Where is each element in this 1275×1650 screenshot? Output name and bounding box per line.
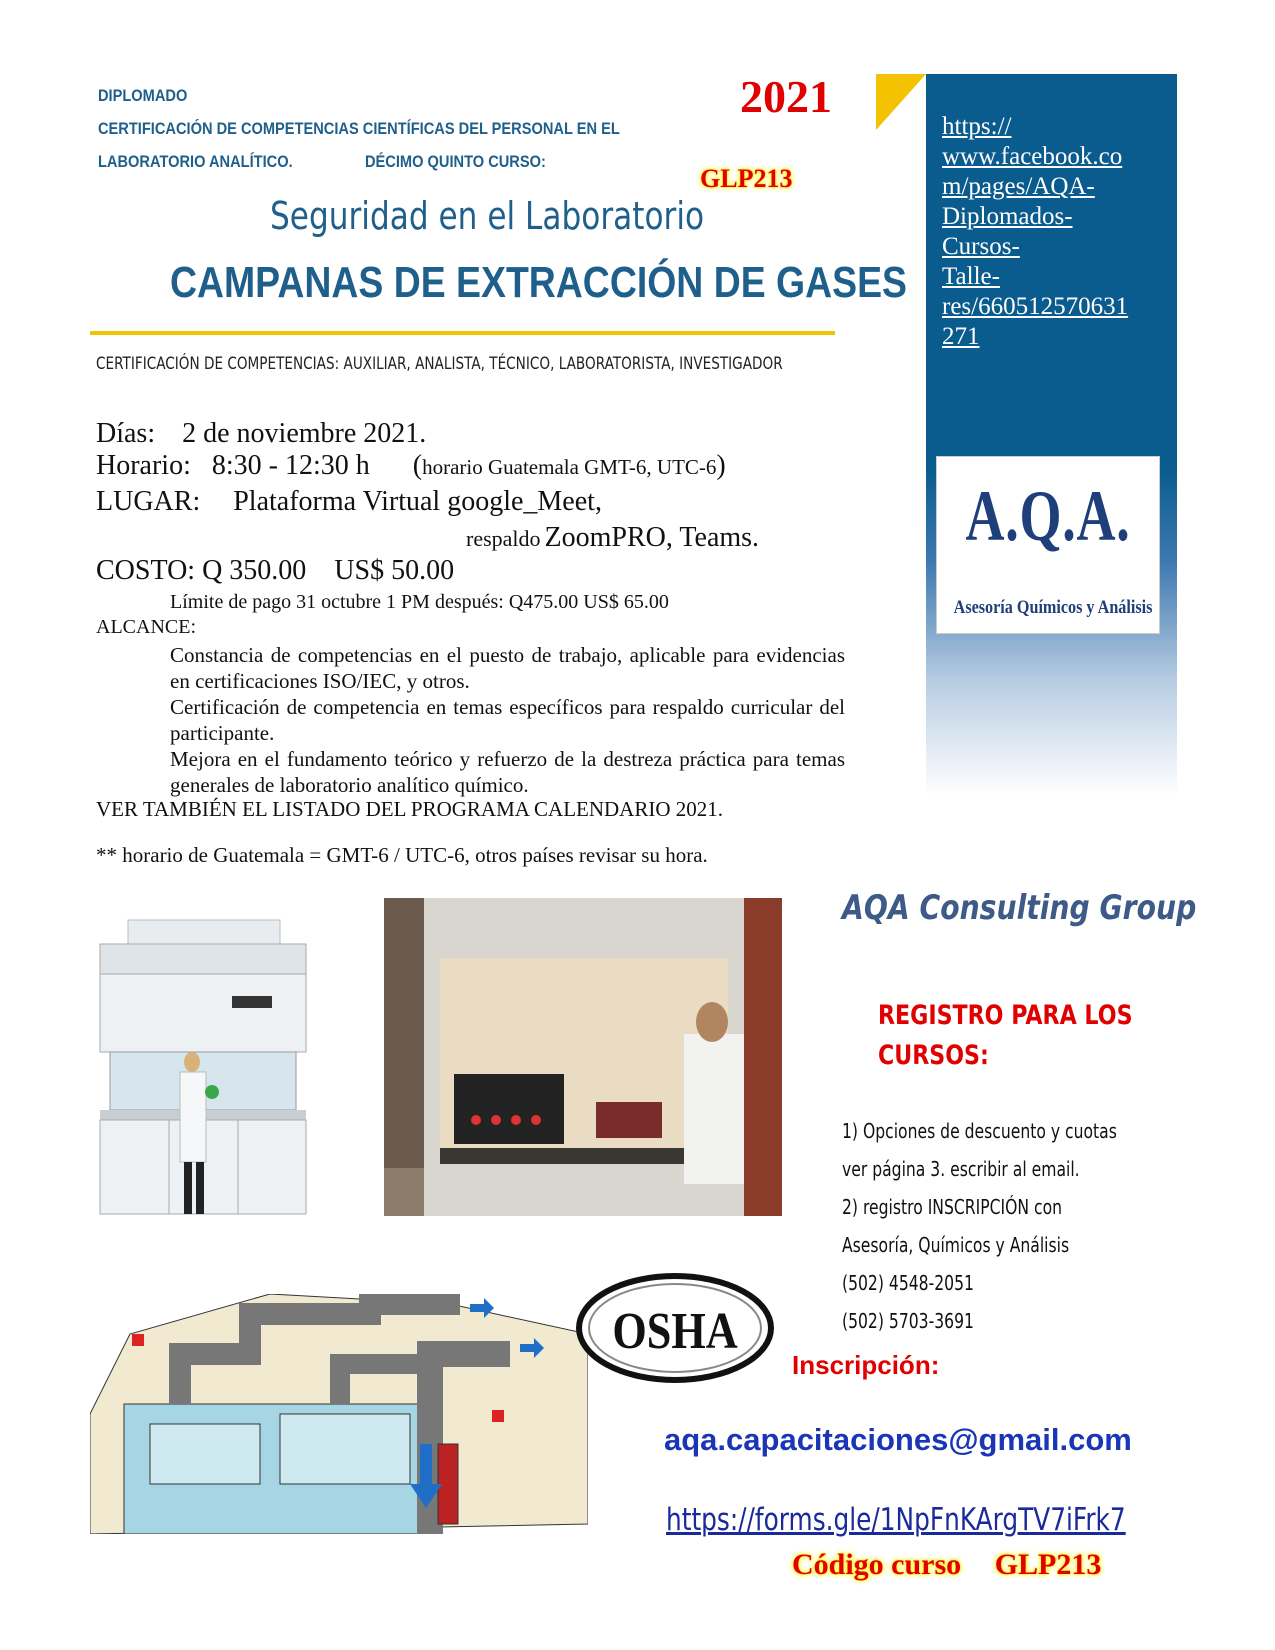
cost-row: [96, 555, 454, 587]
course-code-row: [792, 1548, 1101, 1582]
facebook-link[interactable]: https:// www.facebook.co m/pages/AQA- Diplomados- Cursos- Talle- res/660512570631 271: [942, 113, 1129, 350]
timezone-note: ** horario de Guatemala = GMT-6 / UTC-6, otros países revisar su hora.: [96, 843, 708, 867]
days-label: Días:: [96, 418, 156, 449]
course-number: DÉCIMO QUINTO CURSO:: [365, 152, 546, 171]
ventilation-diagram: [90, 1294, 588, 1534]
place-backup-value: ZoomPRO, Teams.: [544, 522, 760, 553]
course-code-label: Código curso: [792, 1548, 962, 1581]
corner-accent: [876, 74, 926, 130]
program-title: CERTIFICACIÓN DE COMPETENCIAS CIENTÍFICAS DEL PERSONAL EN EL: [98, 119, 620, 138]
scope-label: ALCANCE:: [96, 616, 196, 638]
program-label: DIPLOMADO: [98, 86, 188, 105]
lab-photo: [384, 898, 782, 1216]
aqa-logo-name: Asesoría Químicos y Análisis: [953, 597, 1153, 618]
place-backup-row: [466, 522, 759, 554]
scope-list: [170, 642, 845, 798]
inscription-label: Inscripción:: [792, 1350, 940, 1380]
phone-number: (502) 4548-2051: [842, 1271, 974, 1295]
registration-line: 1) Opciones de descuento y cuotas: [842, 1119, 1117, 1143]
page-title: CAMPANAS DE EXTRACCIÓN DE GASES: [170, 258, 907, 307]
place-value: Plataforma Virtual google_Meet,: [233, 486, 602, 517]
registration-line: 2) registro INSCRIPCIÓN con: [842, 1195, 1063, 1219]
registration-info: [842, 1112, 1194, 1340]
competencies-line: CERTIFICACIÓN DE COMPETENCIAS: AUXILIAR, ANALISTA, TÉCNICO, LABORATORISTA, INVESTIGADOR: [96, 354, 783, 374]
registration-title: REGISTRO PARA LOS CURSOS:: [878, 1000, 1133, 1071]
osha-logo-text: OSHA: [612, 1303, 738, 1360]
code-badge: GLP213: [700, 164, 793, 193]
phone-number: (502) 5703-3691: [842, 1309, 974, 1333]
cost-label: COSTO:: [96, 555, 196, 586]
consulting-brand: AQA Consulting Group: [842, 888, 1197, 928]
form-link[interactable]: https://forms.gle/1NpFnKArgTV7iFrk7: [666, 1502, 1126, 1538]
schedule-label: Horario:: [96, 450, 191, 481]
subtitle: Seguridad en el Laboratorio: [270, 194, 705, 238]
registration-line: ver página 3. escribir al email.: [842, 1157, 1080, 1181]
course-code: GLP213: [994, 1548, 1102, 1581]
email-link[interactable]: aqa.capacitaciones@gmail.com: [664, 1422, 1132, 1457]
schedule-value: 8:30 - 12:30 h: [211, 450, 370, 481]
payment-limit: Límite de pago 31 octubre 1 PM después: Q475.00 US$ 65.00: [170, 591, 669, 613]
year: 2021: [740, 71, 832, 122]
days-value: 2 de noviembre 2021.: [182, 418, 427, 449]
see-also: VER TAMBIÉN EL LISTADO DEL PROGRAMA CALENDARIO 2021.: [96, 797, 724, 821]
place-row: [96, 486, 602, 518]
scope-item: Certificación de competencia en temas específicos para respaldo curricular del participante.: [170, 695, 845, 745]
place-label: LUGAR:: [96, 486, 201, 517]
scope-item: Constancia de competencias en el puesto de trabajo, aplicable para evidencias en certificaciones ISO/IEC, y otros.: [170, 643, 845, 693]
program-lab: LABORATORIO ANALÍTICO.: [98, 152, 293, 171]
title-divider: [90, 331, 835, 335]
aqa-logo: [936, 456, 1160, 634]
fume-hood-photo: [92, 912, 314, 1222]
osha-logo: [576, 1272, 774, 1384]
place-backup-prefix: respaldo: [466, 526, 541, 551]
registration-line: Asesoría, Químicos y Análisis: [842, 1233, 1070, 1257]
days-row: [96, 418, 426, 450]
schedule-row: Horario: 8:30 - 12:30 h (horario Guatemala GMT-6, UTC-6): [96, 450, 726, 481]
cost-value: Q 350.00 US$ 50.00: [202, 555, 455, 586]
scope-item: Mejora en el fundamento teórico y refuerzo de la destreza práctica para temas generales de laboratorio analítico químico.: [170, 747, 845, 797]
schedule-note: horario Guatemala GMT-6, UTC-6: [422, 455, 717, 479]
aqa-logo-initials: A.Q.A.: [965, 476, 1131, 556]
